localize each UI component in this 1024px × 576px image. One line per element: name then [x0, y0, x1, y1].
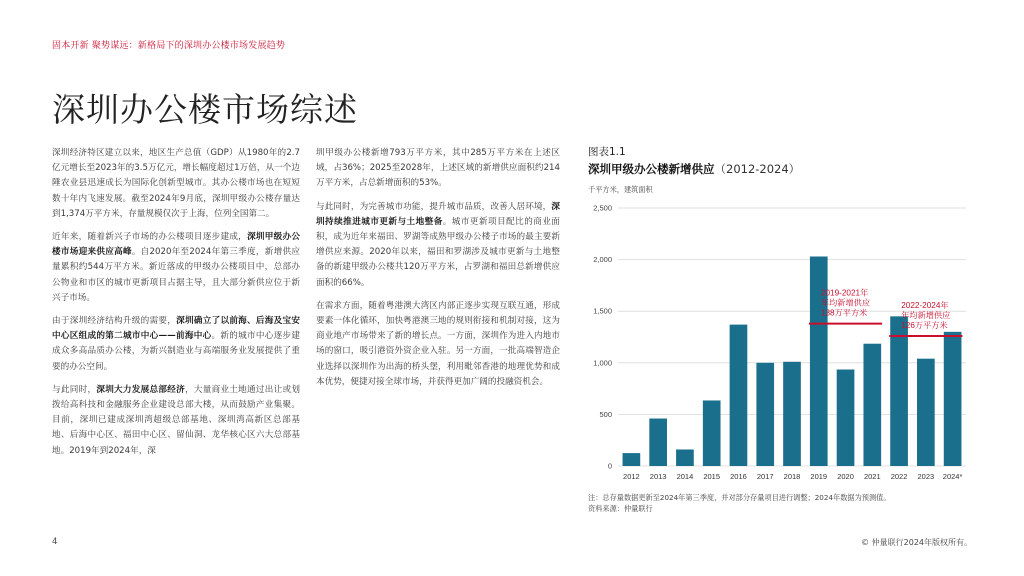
figure-title-sub: （2012-2024）	[714, 162, 801, 176]
figure-title	[588, 161, 978, 177]
bar	[917, 359, 935, 466]
paragraph-emphasis: 深圳持续推进城市更新与土地整备	[316, 201, 560, 227]
x-tick-label: 2018	[783, 472, 801, 481]
paragraph-text: ，大量商业土地通过出让或划拨给高科技和金融服务企业建设总部大楼，从而鼓励产业集聚。目前，深圳已建成深圳湾超级总部基地、深圳湾高新区总部基地、后海中心区、福田中心区、留仙洞、龙华核心区六大总部基地。2019年到2024年，深	[52, 384, 300, 456]
paragraph	[52, 383, 300, 459]
figure-title-main: 深圳甲级办公楼新增供应	[588, 162, 715, 176]
bar	[837, 370, 855, 466]
paragraph-text: 由于深圳经济结构升级的需要，	[52, 316, 177, 327]
paragraph-text: 在需求方面，随着粤港澳大湾区内部正逐步实现互联互通，形成要素一体化循环，加快粤港澳三地的规则衔接和机制对接，这为商业地产市场带来了新的增长点。一方面，深圳作为进入内地市场的窗口，吸引港资外资企业入驻。另一方面，一批高端智造企业选择以深圳作为出海的桥头堡，利用毗邻香港的地理优势和成本优势，便捷对接全球市场，并获得更加广阔的投融资机会。	[316, 300, 560, 387]
y-tick-label: 500	[599, 409, 612, 419]
chart-note	[588, 492, 978, 514]
paragraph	[316, 200, 560, 291]
x-tick-label: 2013	[649, 472, 667, 481]
x-tick-label: 2017	[756, 472, 774, 481]
annotation-label: 126万平方米	[901, 320, 948, 330]
page-title: 深圳办公楼市场综述	[52, 90, 358, 129]
chart-note-text: 注：总存量数据更新至2024年第三季度，并对部分存量项目进行调整；2024年数据为预测值。	[588, 493, 891, 502]
x-tick-label: 2014	[676, 472, 694, 481]
bar	[730, 325, 748, 466]
bar	[703, 400, 721, 466]
paragraph-emphasis: 深圳确立了以前海、后海及宝安中心区组成的第二城市中心——前海中心	[52, 316, 300, 342]
paragraph-text: 。自2020年至2024年第三季度，新增供应量累积约544万平方米。新近落成的甲级办公楼项目中，总部办公物业和市区的城市更新项目占据主导，且大部分新供应位于新兴子市场。	[52, 247, 300, 303]
paragraph-text: 。新的城市中心逐步建成众多高品质办公楼，为新兴制造业与高端服务业发展提供了重要的办公空间。	[52, 331, 300, 372]
y-tick-label: 0	[607, 461, 612, 471]
bar	[944, 332, 962, 466]
page-number: 4	[52, 537, 58, 547]
x-tick-label: 2012	[623, 472, 640, 481]
paragraph-text: 深圳经济特区建立以来，地区生产总值（GDP）从1980年的2.7亿元增长至2023年的3.5万亿元，增长幅度超过1万倍，从一个边陲农业县迅速成长为国际化创新型城市。其办公楼市场也在短短数十年内飞速发展。截至2024年9月底，深圳甲级办公楼存量达到1,374万平方米，存量规模仅次于上海，位列全国第二。	[52, 148, 300, 219]
paragraph-text: 与此同时，	[52, 384, 97, 395]
paragraph-text: 与此同时，为完善城市功能，提升城市品质，改善人居环境，	[316, 201, 552, 212]
paragraph-text: 圳甲级办公楼新增793万平方米，其中285万平方米在上述区域，占36%；2025至2028年，上述区域的新增供应面积约214万平方米，占总新增面积的53%。	[316, 148, 560, 189]
x-tick-label: 2019	[810, 472, 828, 481]
figure-unit: 千平方米，建筑面积	[588, 185, 653, 194]
paragraph	[316, 146, 560, 192]
bar	[623, 453, 641, 466]
x-tick-label: 2015	[703, 472, 721, 481]
x-tick-label: 2021	[863, 472, 881, 481]
text-column-middle	[316, 146, 560, 398]
x-tick-label: 2022	[890, 472, 908, 481]
x-tick-label: 2016	[730, 472, 747, 481]
annotation-label: 2022-2024年	[901, 300, 949, 310]
y-tick-label: 1,000	[593, 358, 612, 368]
annotation-label: 年均新增供应	[901, 310, 951, 320]
figure-header	[588, 144, 978, 195]
paragraph	[316, 299, 560, 390]
bar	[783, 362, 801, 466]
annotation-label: 138万平方米	[820, 308, 868, 318]
figure-label: 图表1.1	[588, 146, 626, 158]
bar	[890, 316, 908, 466]
y-tick-label: 1,500	[593, 306, 612, 316]
y-tick-label: 2,500	[593, 203, 612, 213]
x-tick-label: 2020	[837, 472, 854, 481]
paragraph-text: 。城市更新项目配比的商业面积，成为近年来福田、罗湖等成熟甲级办公楼子市场的最主要新增供应来源。2020年以来，福田和罗湖涉及城市更新与土地整备的新建甲级办公楼共120万平方米，占罗湖和福田总新增供应面积的66%。	[316, 216, 560, 288]
x-tick-label: 2023	[917, 472, 935, 481]
y-tick-label: 2,000	[593, 255, 612, 265]
bar	[676, 449, 694, 466]
paragraph-emphasis: 深圳甲级办公楼市场迎来供应高峰	[52, 232, 300, 258]
paragraph	[52, 146, 300, 222]
paragraph	[52, 314, 300, 375]
annotation-label: 2019-2021年	[820, 288, 869, 298]
bar	[756, 363, 774, 466]
annotation-label: 年均新增供应	[820, 298, 871, 308]
bar	[649, 419, 667, 466]
text-column-left	[52, 146, 300, 467]
x-tick-label: 2024*	[942, 472, 963, 481]
chart-source-text: 资料来源：仲量联行	[588, 504, 653, 513]
paragraph-emphasis: 深圳大力发展总部经济	[96, 384, 185, 395]
breadcrumb: 固本开新 聚势谋远：新格局下的深圳办公楼市场发展趋势	[52, 41, 286, 51]
paragraph-text: 近年来，随着新兴子市场的办公楼项目逐步建成，	[52, 232, 248, 243]
paragraph	[52, 230, 300, 306]
bar-chart	[588, 196, 978, 490]
bar	[863, 344, 881, 466]
copyright-text: © 仲量联行2024年版权所有。	[861, 538, 972, 547]
